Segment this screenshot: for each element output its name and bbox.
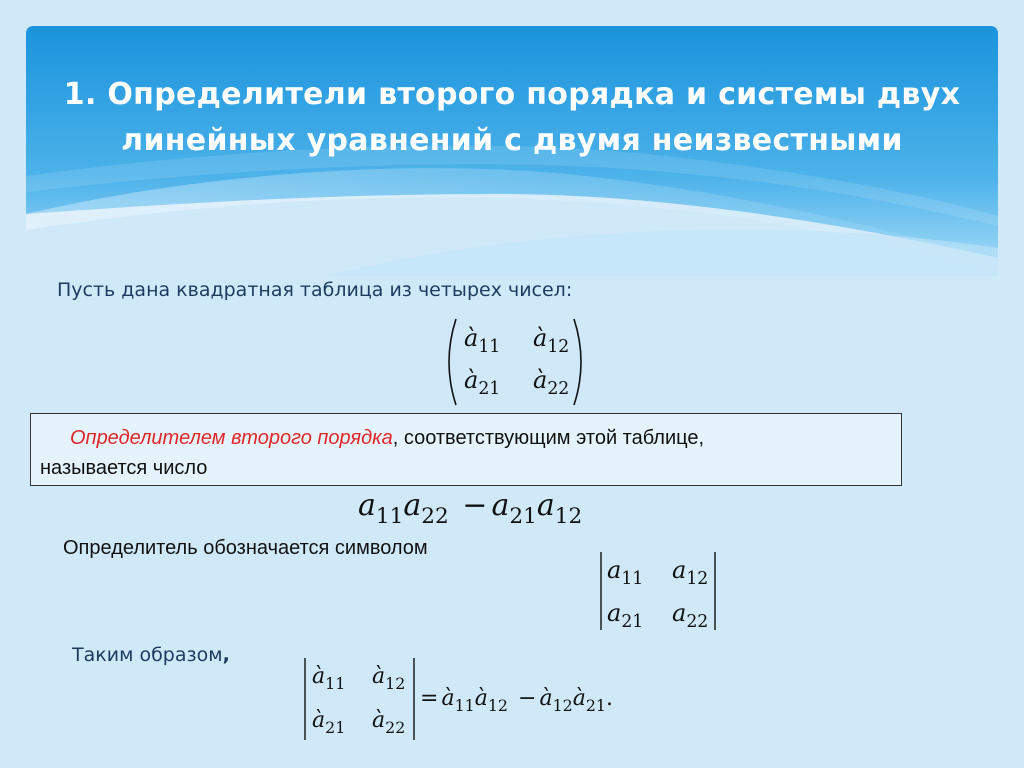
matrix-cell-22: $à_{22}$ [533,366,570,400]
title-line-2: линейных уравнений с двумя неизвестными [121,123,903,158]
definition-term: Определителем второго порядка [70,427,393,449]
matrix-cell-12: $à_{12}$ [533,324,570,358]
definition-line-2: называется число [40,457,208,479]
final-expansion: = $à_{11}à_{12}$ − $à_{12}à_{21}$. [420,686,613,715]
thus-text: Таким образом, [72,644,230,666]
final-cell-11: $à_{11}$ [312,664,346,693]
final-cell-12: $à_{12}$ [372,664,406,693]
definition-rest: , соответствующим этой таблице, [392,427,705,449]
definition-line-1 [70,424,704,453]
intro-text: Пусть дана квадратная таблица из четырех чисел: [57,279,573,301]
det-cell-12: $a_{12}$ [672,556,709,590]
det-cell-22: $a_{22}$ [672,599,709,633]
final-cell-21: $à_{21}$ [312,708,346,737]
matrix-cell-11: $à_{11}$ [464,324,501,358]
slide-title [26,72,998,164]
det-cell-21: $a_{21}$ [607,599,644,633]
final-cell-22: $à_{22}$ [372,708,406,737]
matrix-cell-21: $à_{21}$ [464,366,501,400]
denote-text: Определитель обозначается символом [63,537,428,559]
determinant-formula: $a_{11}a_{22} - a_{21}a_{12}$ [358,488,583,529]
title-line-1: 1. Определители второго порядка и системы двух [63,77,961,112]
definition-box [30,413,902,486]
det-cell-11: $a_{11}$ [607,556,644,590]
